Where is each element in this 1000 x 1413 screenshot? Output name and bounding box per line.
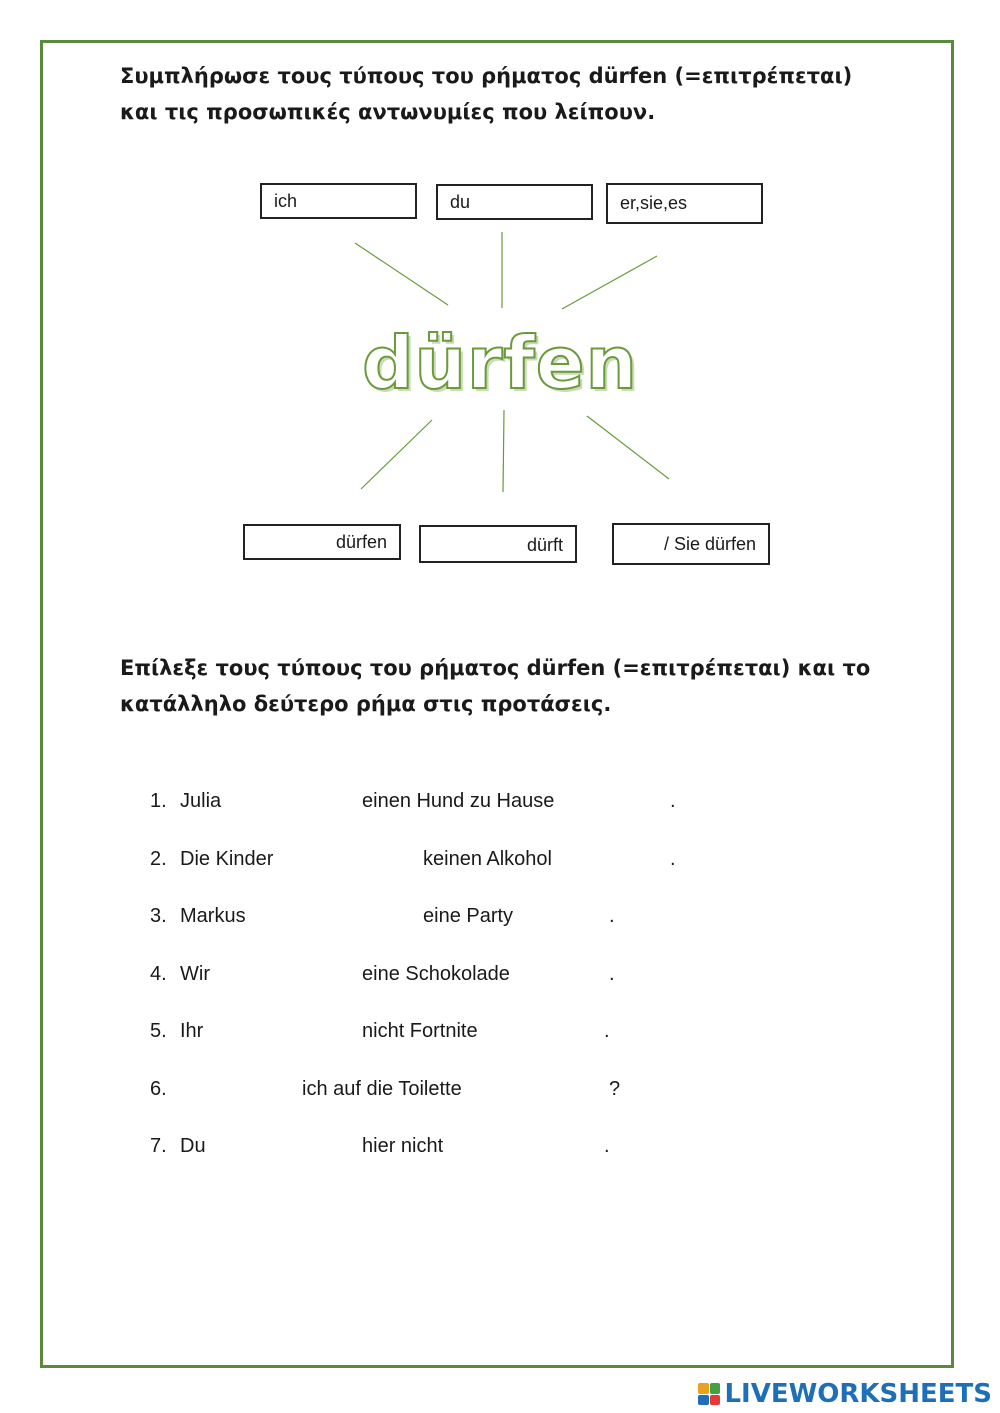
ray-top-left: [355, 243, 448, 305]
sentence-subject: Markus: [180, 905, 246, 927]
sentence-number: 1.: [150, 790, 167, 812]
sentence-subject: Du: [180, 1135, 206, 1157]
pronoun-box-du: du: [436, 184, 593, 220]
sentence-item: [150, 963, 850, 1021]
sentence-item: [150, 848, 850, 906]
sentence-middle: einen Hund zu Hause: [362, 790, 555, 812]
sentence-number: 5.: [150, 1020, 167, 1042]
sentence-middle: keinen Alkohol: [423, 847, 552, 870]
sentence-middle: ich auf die Toilette: [302, 1077, 462, 1100]
sentence-list: [150, 790, 850, 1193]
liveworksheets-logo[interactable]: [698, 1379, 992, 1409]
sentence-subject: Wir: [180, 962, 210, 985]
verb-form-box-sie: / Sie dürfen: [612, 523, 770, 565]
verb-form-box-wir: dürfen: [243, 524, 401, 560]
sentence-middle: eine Party: [423, 905, 514, 927]
liveworksheets-logo-icon: [698, 1383, 720, 1405]
pronoun-box-er-sie-es: er,sie,es: [606, 183, 763, 224]
logo-text: LIVEWORKSHEETS: [724, 1379, 992, 1409]
sentence-item: [150, 790, 850, 848]
instruction-fill-forms: Συμπλήρωσε τους τύπους του ρήματος dürfen (=επιτρέπεται) και τις προσωπικές αντωνυμίες που λείπουν.: [120, 64, 853, 124]
sentence-subject: Julia: [180, 790, 222, 812]
sentence-item: [150, 1135, 850, 1193]
sentence-item: [150, 1078, 850, 1136]
sentence-end: ?: [609, 1077, 621, 1100]
sentence-item: [150, 905, 850, 963]
sentence-item: [150, 1020, 850, 1078]
center-verb: dürfen: [362, 321, 638, 405]
sentence-middle: nicht Fortnite: [362, 1020, 478, 1042]
sentence-end: .: [670, 790, 676, 812]
sentence-end: .: [604, 1020, 610, 1042]
instruction-choose-forms: Επίλεξε τους τύπους του ρήματος dürfen (=επιτρέπεται) και το κατάλληλο δεύτερο ρήμα στις προτάσεις.: [120, 656, 871, 716]
ray-bottom-right: [587, 416, 669, 479]
sentence-number: 3.: [150, 905, 167, 927]
ray-bottom-left: [361, 420, 432, 489]
sentence-subject: Ihr: [180, 1020, 204, 1042]
ray-bottom: [503, 410, 504, 492]
ray-top-right: [562, 256, 657, 309]
sentence-number: 4.: [150, 962, 167, 985]
sentence-end: .: [609, 905, 615, 927]
sentence-subject: Die Kinder: [180, 847, 274, 870]
sentence-end: .: [609, 962, 615, 985]
sentence-number: 2.: [150, 847, 167, 870]
sentence-number: 6.: [150, 1077, 167, 1100]
sentence-end: .: [670, 847, 676, 870]
sentence-middle: hier nicht: [362, 1135, 444, 1157]
sentence-number: 7.: [150, 1135, 167, 1157]
verb-form-box-ihr: dürft: [419, 525, 577, 563]
sentence-middle: eine Schokolade: [362, 962, 510, 985]
pronoun-box-ich: ich: [260, 183, 417, 219]
sentence-end: .: [604, 1135, 610, 1157]
